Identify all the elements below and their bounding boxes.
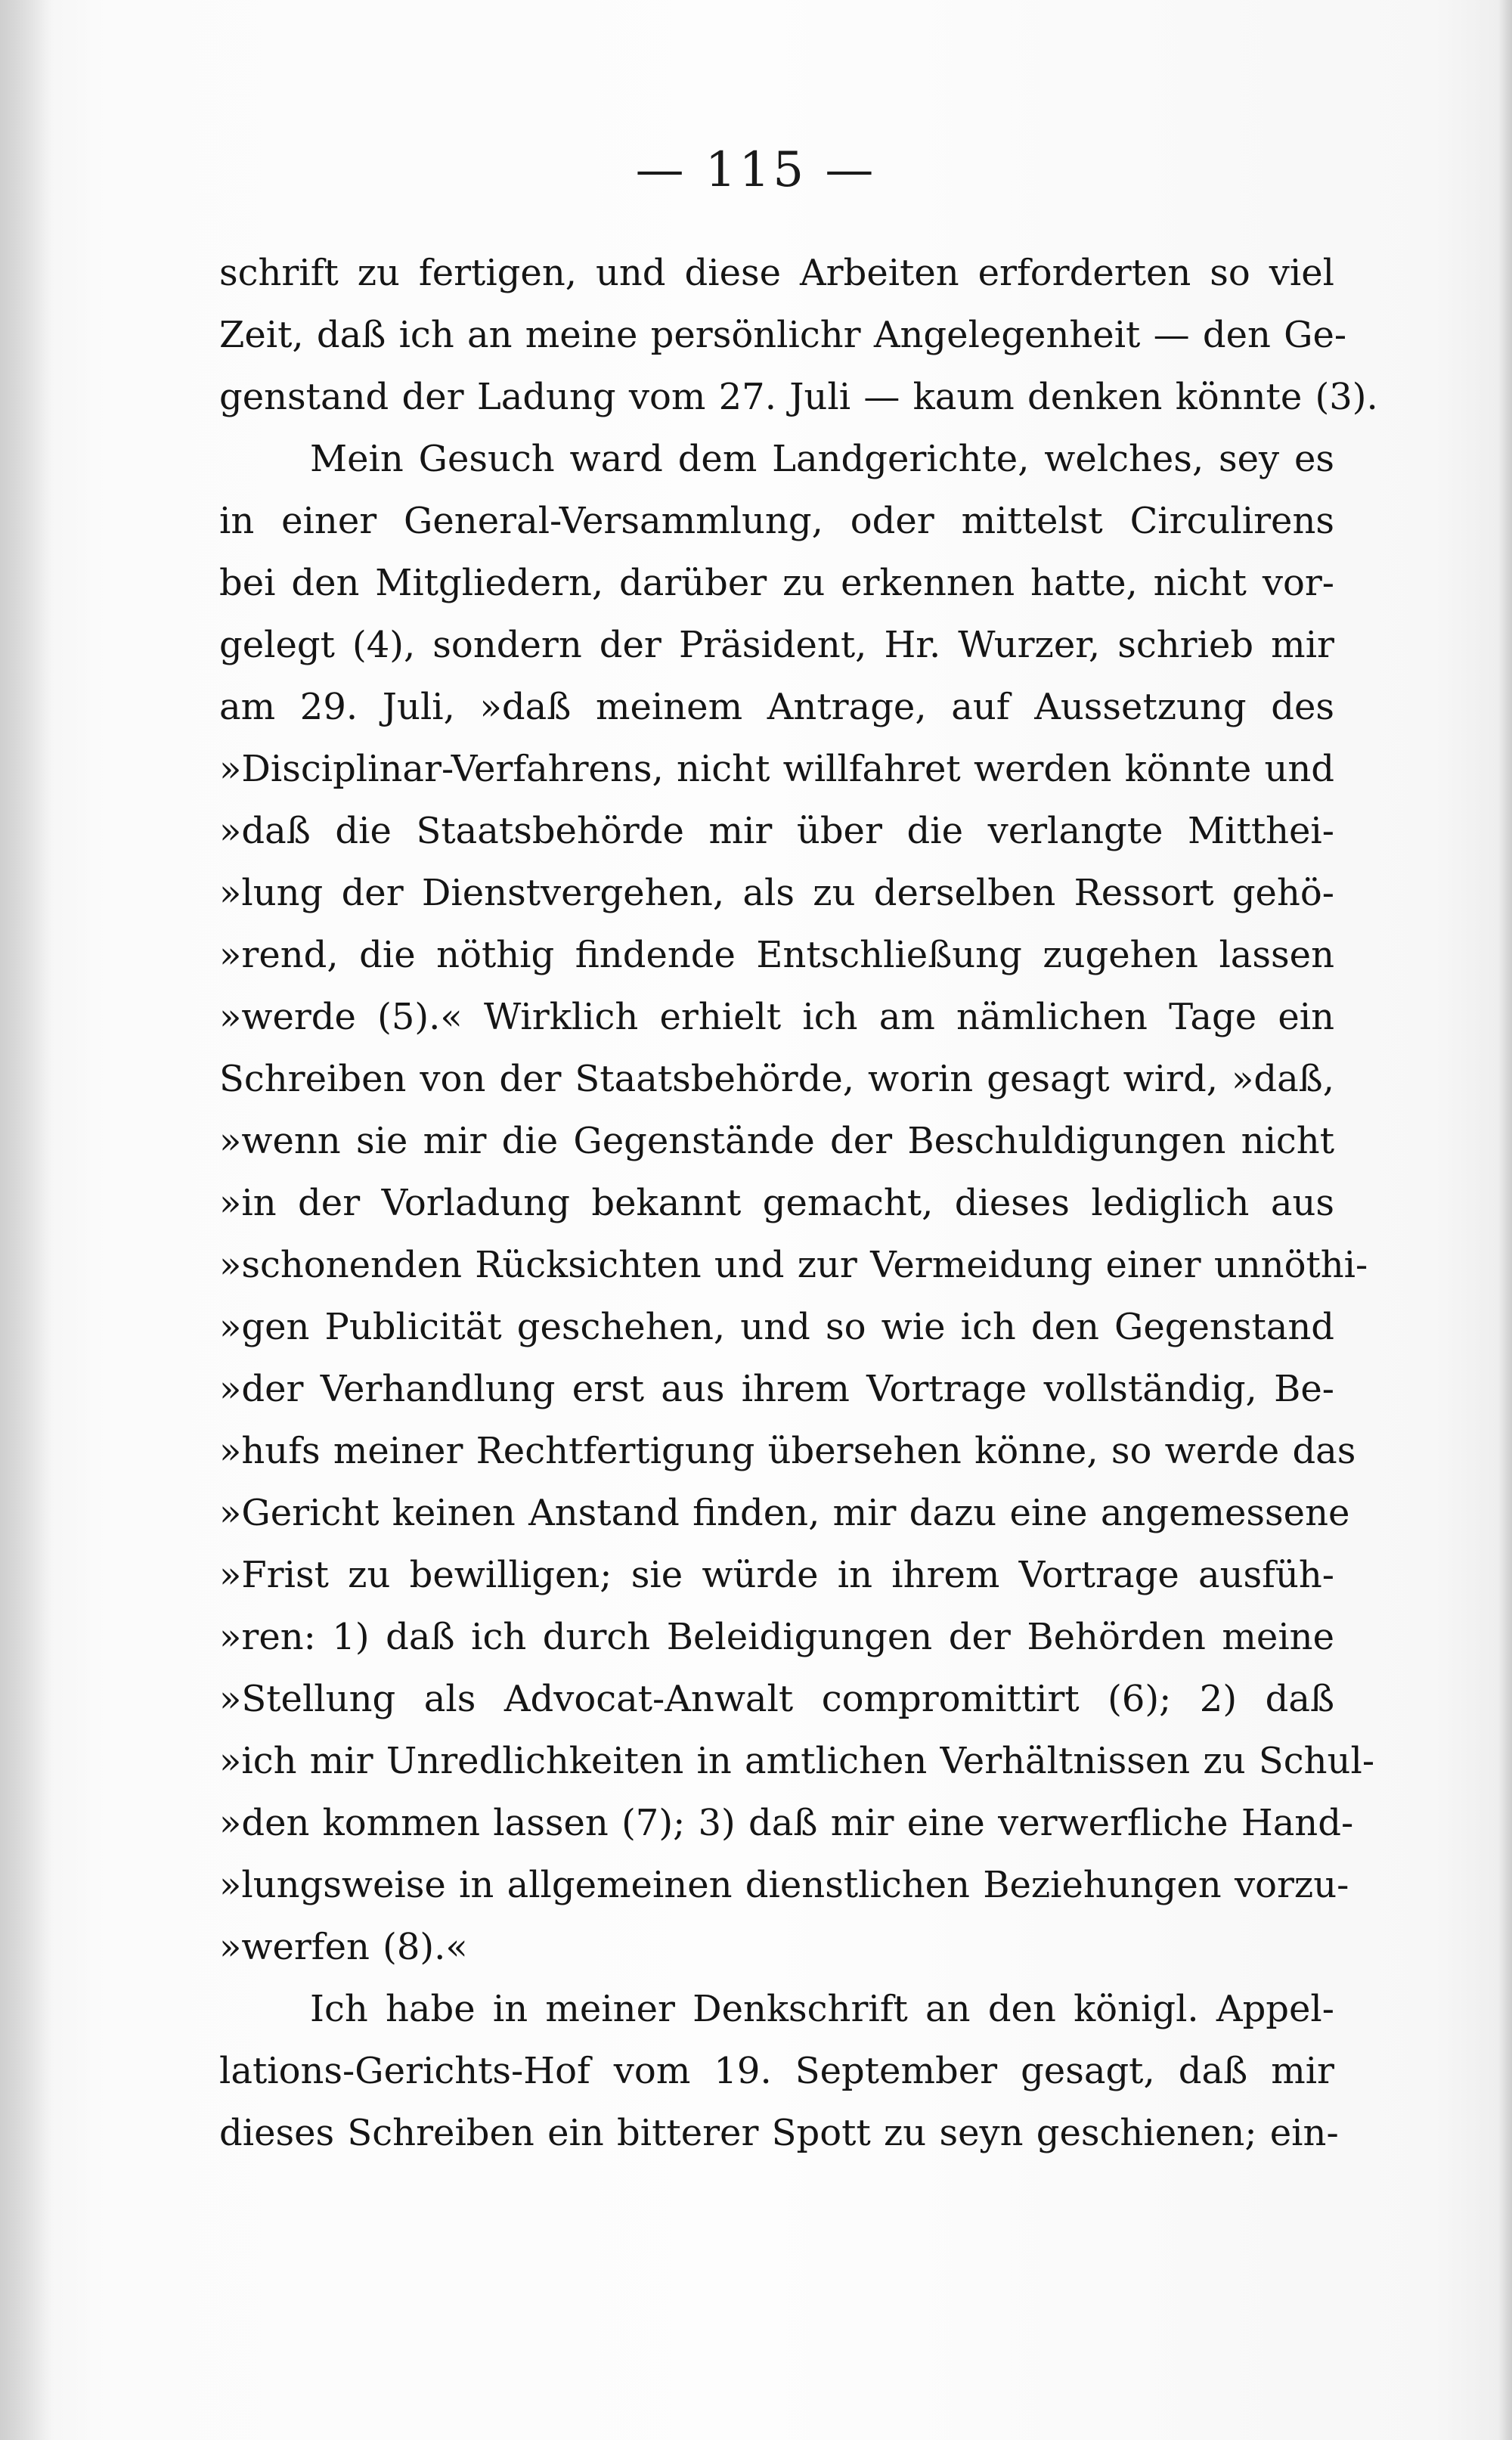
text-line: schrift zu fertigen, und diese Arbeiten erforderten so viel	[219, 252, 1334, 294]
text-line: »lungsweise in allgemeinen dienstlichen Beziehungen vorzu-	[219, 1864, 1349, 1906]
text-line: »Stellung als Advocat-Anwalt compromittirt (6); 2) daß	[219, 1678, 1334, 1720]
text-line: »werde (5).« Wirklich erhielt ich am nämlichen Tage ein	[219, 996, 1334, 1038]
text-line: »ren: 1) daß ich durch Beleidigungen der Behörden meine	[219, 1616, 1334, 1658]
text-line: Zeit, daß ich an meine persönlichr Angelegenheit — den Ge-	[219, 314, 1347, 356]
text-line: »hufs meiner Rechtfertigung übersehen könne, so werde das	[219, 1430, 1356, 1472]
text-line: »wenn sie mir die Gegenstände der Beschuldigungen nicht	[219, 1120, 1334, 1162]
text-line: »lung der Dienstvergehen, als zu derselben Ressort gehö-	[219, 872, 1334, 914]
text-line: dieses Schreiben ein bitterer Spott zu seyn geschienen; ein-	[219, 2112, 1339, 2154]
text-line: Ich habe in meiner Denkschrift an den königl. Appel-	[310, 1988, 1334, 2030]
text-line: »Disciplinar-Verfahrens, nicht willfahret werden könnte und	[219, 748, 1335, 790]
text-line: »schonenden Rücksichten und zur Vermeidung einer unnöthi-	[219, 1244, 1368, 1286]
page-number: — 115 —	[635, 142, 877, 198]
page-edge	[1498, 0, 1512, 2440]
text-line: genstand der Ladung vom 27. Juli — kaum denken könnte (3).	[219, 376, 1378, 418]
text-line: »in der Vorladung bekannt gemacht, dieses lediglich aus	[219, 1182, 1334, 1224]
text-line: »Frist zu bewilligen; sie würde in ihrem Vortrage ausfüh-	[219, 1554, 1334, 1596]
body-text	[219, 242, 1378, 2164]
text-line: am 29. Juli, »daß meinem Antrage, auf Aussetzung des	[219, 686, 1334, 728]
text-line: Schreiben von der Staatsbehörde, worin gesagt wird, »daß,	[219, 1058, 1334, 1100]
text-line: »Gericht keinen Anstand finden, mir dazu eine angemessene	[219, 1492, 1350, 1534]
text-line: lations-Gerichts-Hof vom 19. September gesagt, daß mir	[219, 2050, 1334, 2092]
text-line: »ich mir Unredlichkeiten in amtlichen Verhältnissen zu Schul-	[219, 1740, 1375, 1782]
page-gutter-shadow	[0, 0, 53, 2440]
text-line: »den kommen lassen (7); 3) daß mir eine verwerfliche Hand-	[219, 1802, 1354, 1844]
text-line: Mein Gesuch ward dem Landgerichte, welches, sey es	[310, 438, 1334, 480]
text-line: »rend, die nöthig findende Entschließung zugehen lassen	[219, 934, 1334, 976]
text-line: »der Verhandlung erst aus ihrem Vortrage vollständig, Be-	[219, 1368, 1334, 1410]
text-line: in einer General-Versammlung, oder mittelst Circulirens	[219, 500, 1334, 542]
text-line: »gen Publicität geschehen, und so wie ich den Gegenstand	[219, 1306, 1334, 1348]
text-line: »werfen (8).«	[219, 1926, 468, 1968]
text-line: »daß die Staatsbehörde mir über die verlangte Mitthei-	[219, 810, 1334, 852]
text-line: gelegt (4), sondern der Präsident, Hr. Wurzer, schrieb mir	[219, 624, 1334, 666]
text-line: bei den Mitgliedern, darüber zu erkennen hatte, nicht vor-	[219, 562, 1334, 604]
